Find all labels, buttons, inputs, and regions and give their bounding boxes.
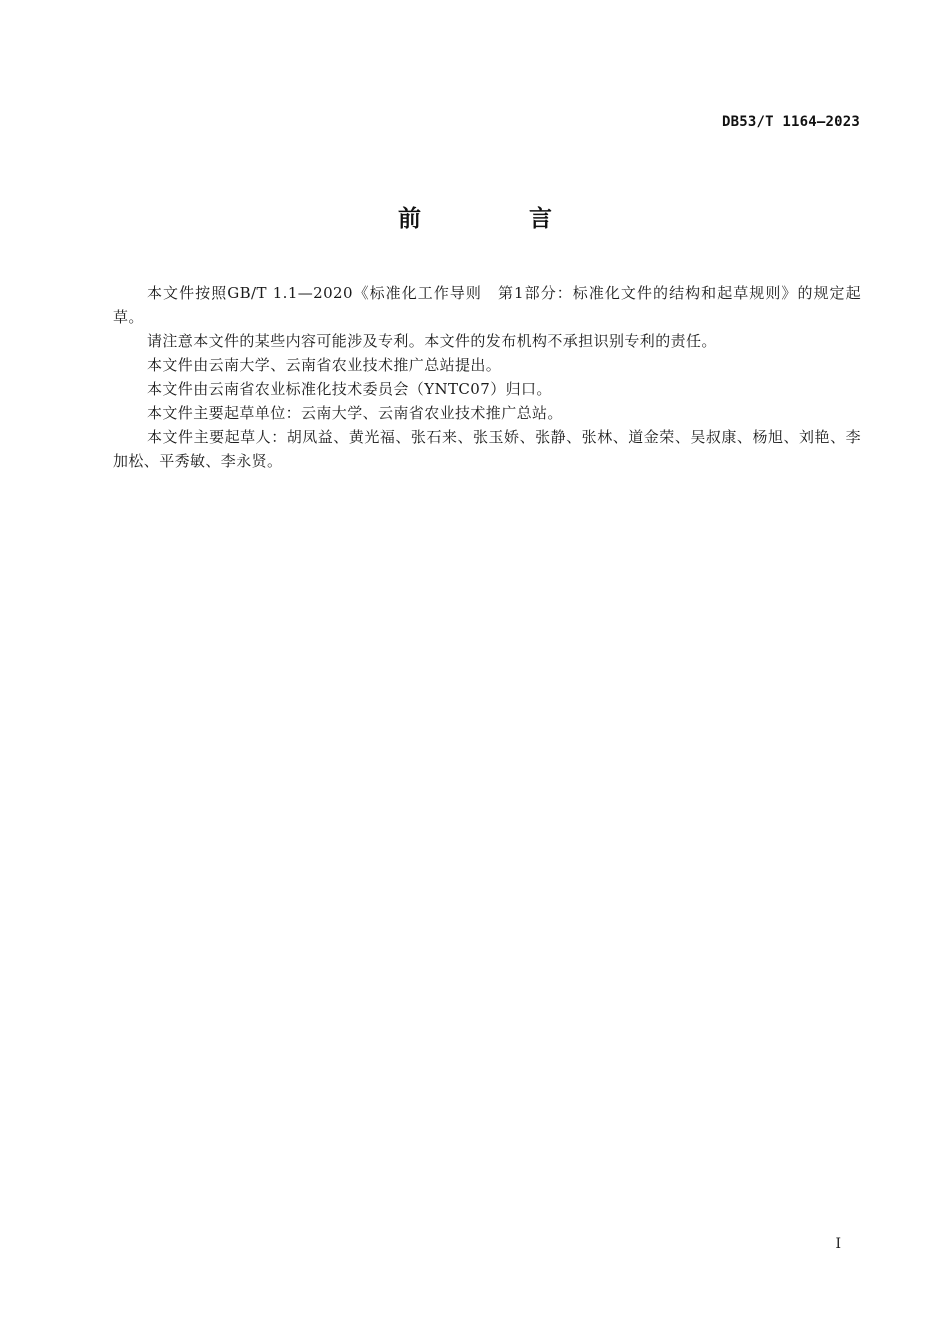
preface-body bbox=[113, 281, 861, 473]
page-number: I bbox=[835, 1236, 841, 1252]
paragraph-drafting-units: 本文件主要起草单位：云南大学、云南省农业技术推广总站。 bbox=[147, 404, 563, 422]
paragraph-patent-notice: 请注意本文件的某些内容可能涉及专利。本文件的发布机构不承担识别专利的责任。 bbox=[147, 332, 717, 350]
document-code: DB53/T 1164—2023 bbox=[721, 114, 860, 130]
paragraph-administered-by: 本文件由云南省农业标准化技术委员会（YNTC07）归口。 bbox=[147, 380, 552, 398]
paragraph-drafting-basis: 本文件按照GB/T 1.1—2020《标准化工作导则 第1部分：标准化文件的结构和起草规则》的规定起草。 bbox=[113, 284, 861, 326]
page-title: 前 言 bbox=[397, 206, 602, 232]
paragraph-drafters: 本文件主要起草人：胡凤益、黄光福、张石来、张玉娇、张静、张林、道金荣、吴叔康、杨旭、刘艳、李加松、平秀敏、李永贤。 bbox=[113, 428, 861, 470]
paragraph-proposed-by: 本文件由云南大学、云南省农业技术推广总站提出。 bbox=[147, 356, 502, 374]
